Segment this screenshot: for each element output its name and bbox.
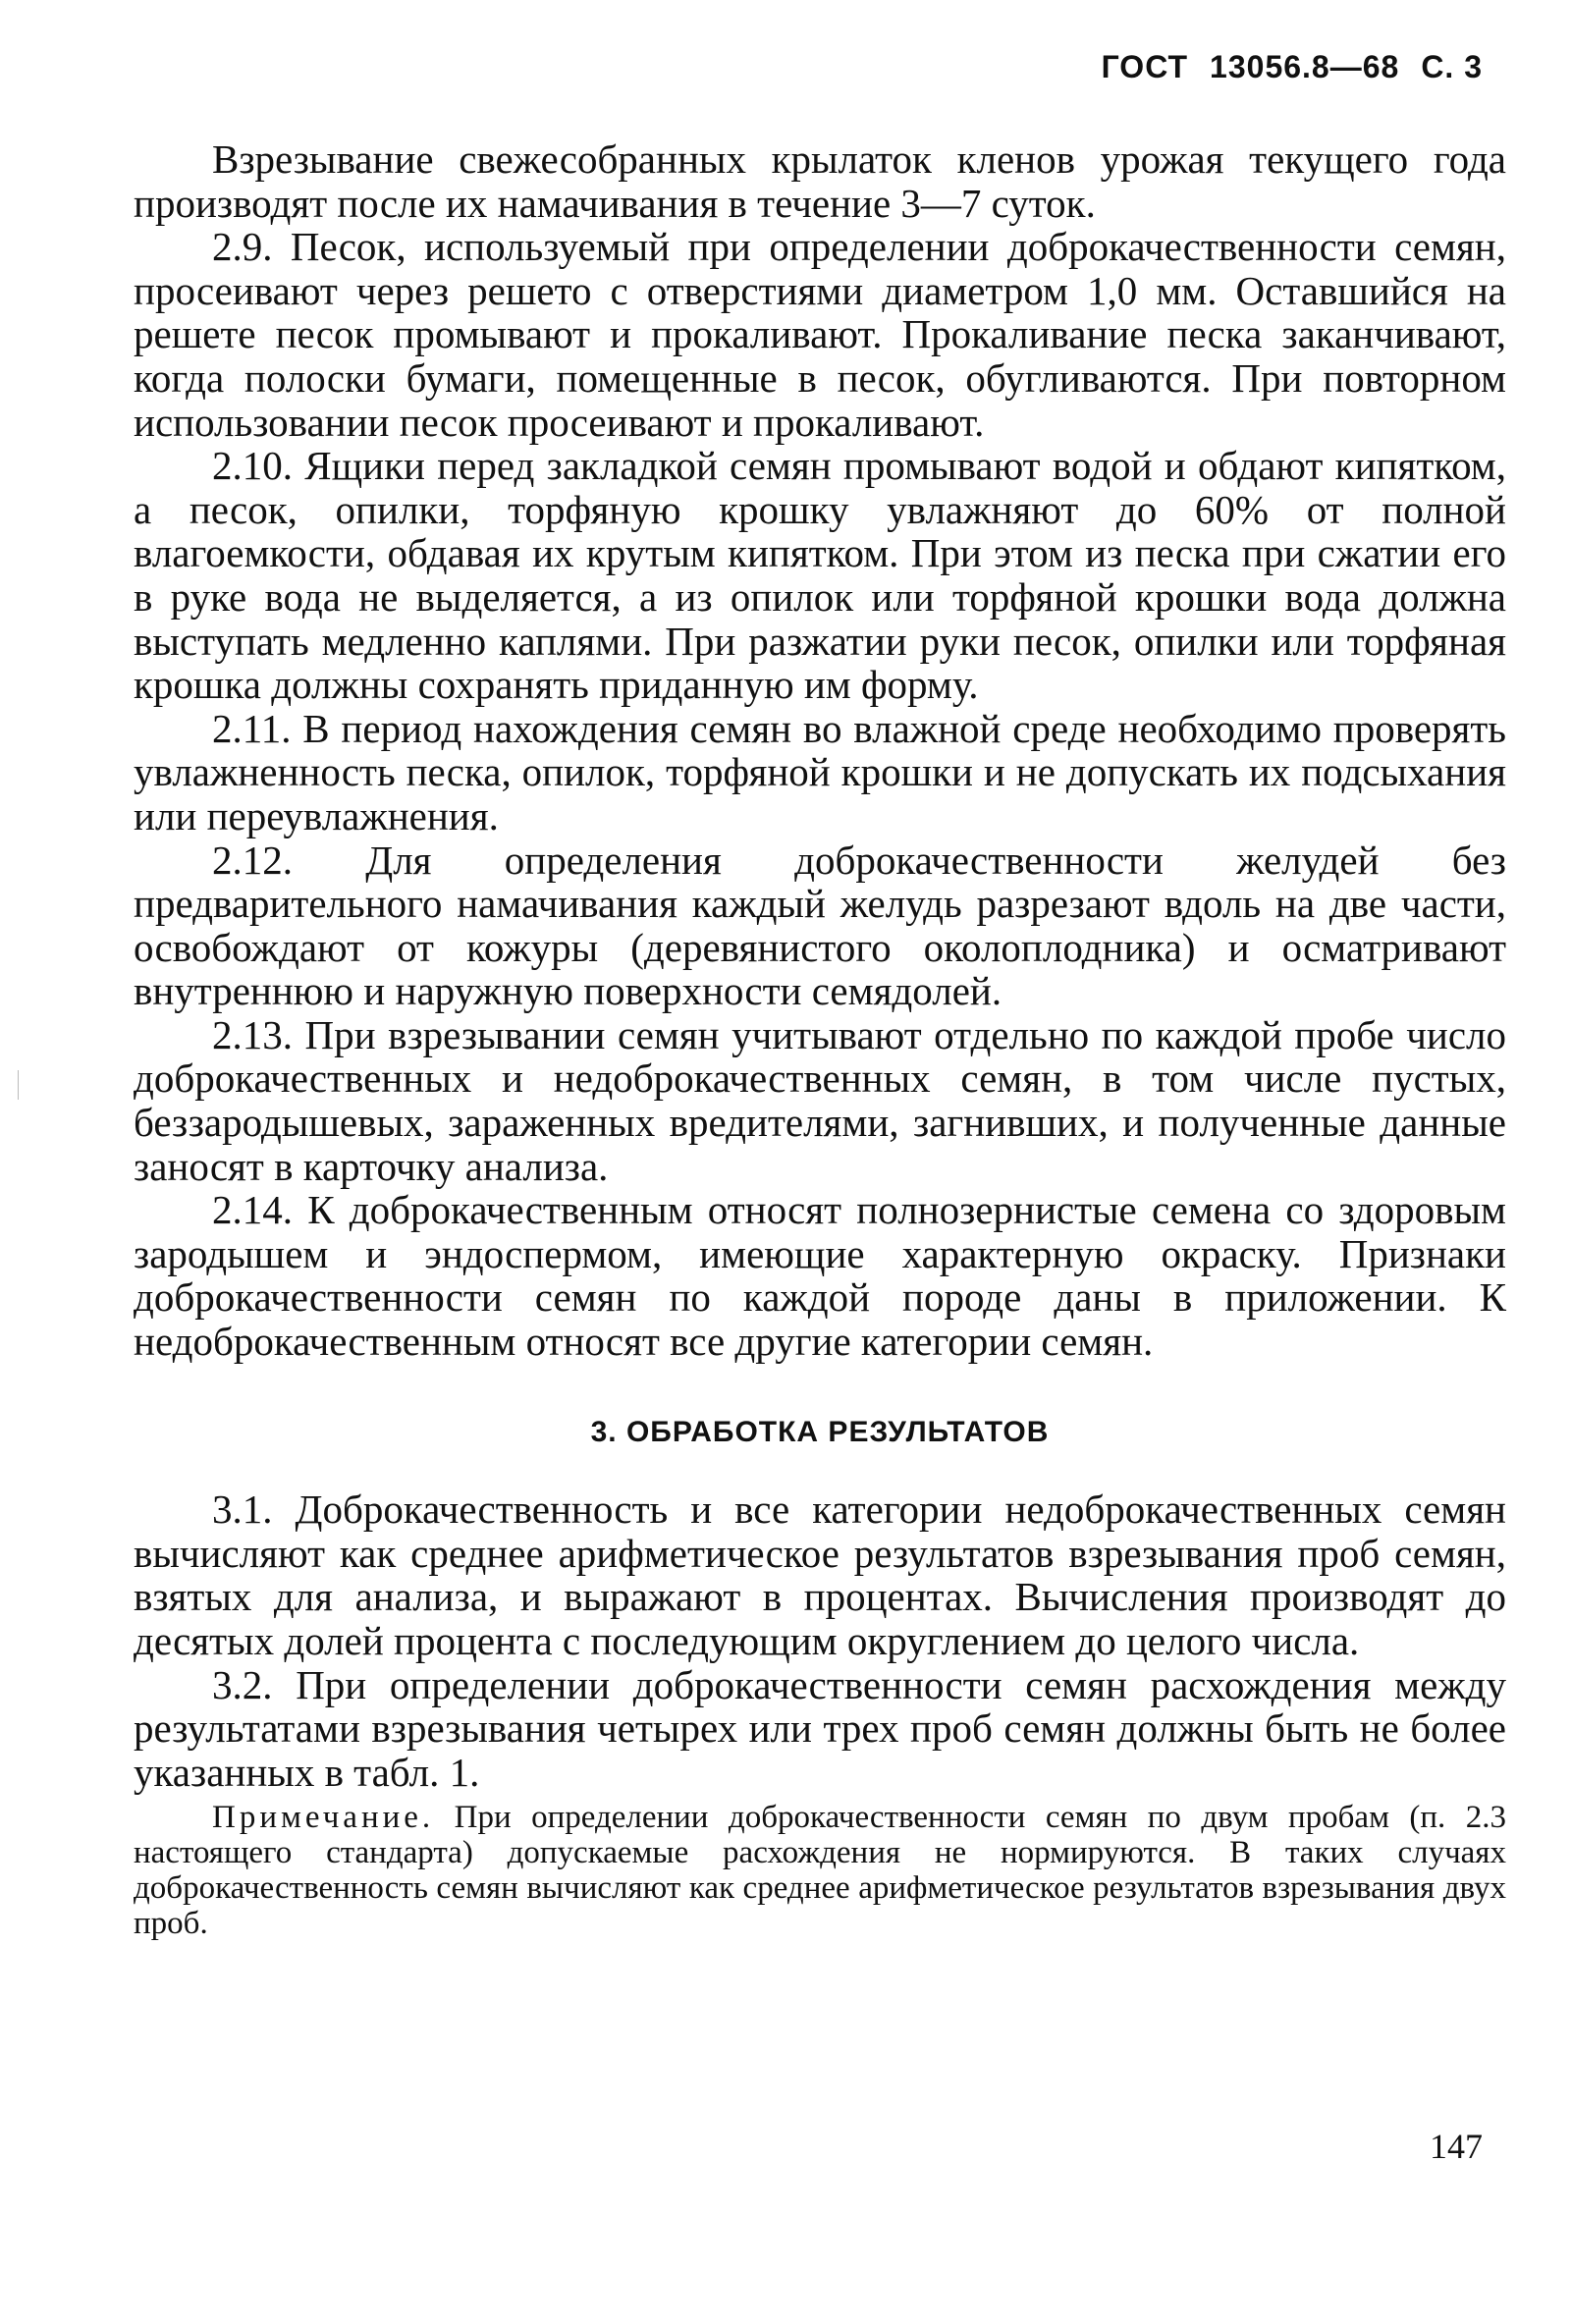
note-label: Примечание. [212, 1800, 435, 1836]
paragraph-intro: Взрезывание свежесобранных крылаток кленов урожая текущего года производят после их намачивания в течение 3—7 суток. [134, 136, 1506, 226]
margin-mark [18, 1070, 19, 1100]
page-header [1102, 49, 1483, 85]
paragraph-2-12: 2.12. Для определения доброкачественности желудей без предварительного намачивания каждый желудь разрезают вдоль на две части, освобождают от кожуры (деревянистого околоплодника) и осматривают внутреннюю и наружную поверхности семядолей. [134, 837, 1506, 1014]
page-number: 147 [1430, 2127, 1483, 2166]
paragraph-2-13: 2.13. При взрезывании семян учитывают отдельно по каждой пробе число доброкачественных и недоброкачественных семян, в том числе пустых, беззародышевых, зараженных вредителями, загнивших, и полученные данные заносят в карточку анализа. [134, 1011, 1506, 1189]
section-title: 3. ОБРАБОТКА РЕЗУЛЬТАТОВ [590, 1415, 1050, 1448]
standard-number: 13056.8—68 [1210, 49, 1400, 84]
paragraph-2-11: 2.11. В период нахождения семян во влажной среде необходимо проверять увлажненность песка, опилок, торфяной крошки и не допускать их подсыхания или переувлажнения. [134, 705, 1506, 838]
note-text: При определении доброкачественности семян по двум пробам (п. 2.3 настоящего стандарта) допускаемые расхождения не нормируются. В таких случаях доброкачественность семян вычисляют как среднее арифметическое результатов взрезывания двух проб. [134, 1800, 1506, 1942]
paragraph-3-1: 3.1. Доброкачественность и все категории недоброкачественных семян вычисляют как среднее арифметическое результатов взрезывания проб семян, взятых для анализа, и выражают в процентах. Вычисления производят до десятых долей процента с последующим округлением до целого числа. [134, 1486, 1506, 1663]
paragraph-2-14: 2.14. К доброкачественным относят полнозернистые семена со здоровым зародышем и эндоспермом, имеющие характерную окраску. Признаки доброкачественности семян по каждой породе даны в приложении. К недоброкачественным относят все другие категории семян. [134, 1187, 1506, 1365]
paragraph-3-2: 3.2. При определении доброкачественности семян расхождения между результатами взрезывания четырех или трех проб семян должны быть не более указанных в табл. 1. [134, 1661, 1506, 1795]
paragraph-2-9: 2.9. Песок, используемый при определении доброкачественности семян, просеивают через решето с отверстиями диаметром 1,0 мм. Оставшийся на решете песок промывают и прокаливают. Прокаливание песка заканчивают, когда полоски бумаги, помещенные в песок, обугливаются. При повторном использовании песок просеивают и прокаливают. [134, 224, 1506, 445]
note [134, 1800, 1506, 1941]
body-text [134, 137, 1506, 1941]
paragraph-2-10: 2.10. Ящики перед закладкой семян промывают водой и обдают кипятком, а песок, опилки, торфяную крошку увлажняют до 60% от полной влагоемкости, обдавая их крутым кипятком. При этом из песка при сжатии его в руке вода не выделяется, а из опилок или торфяной крошки вода должна выступать медленно каплями. При разжатии руки песок, опилки или торфяная крошка должны сохранять приданную им форму. [134, 443, 1506, 708]
header-page-ref: С. 3 [1421, 49, 1483, 84]
standard-label: ГОСТ [1101, 49, 1189, 84]
